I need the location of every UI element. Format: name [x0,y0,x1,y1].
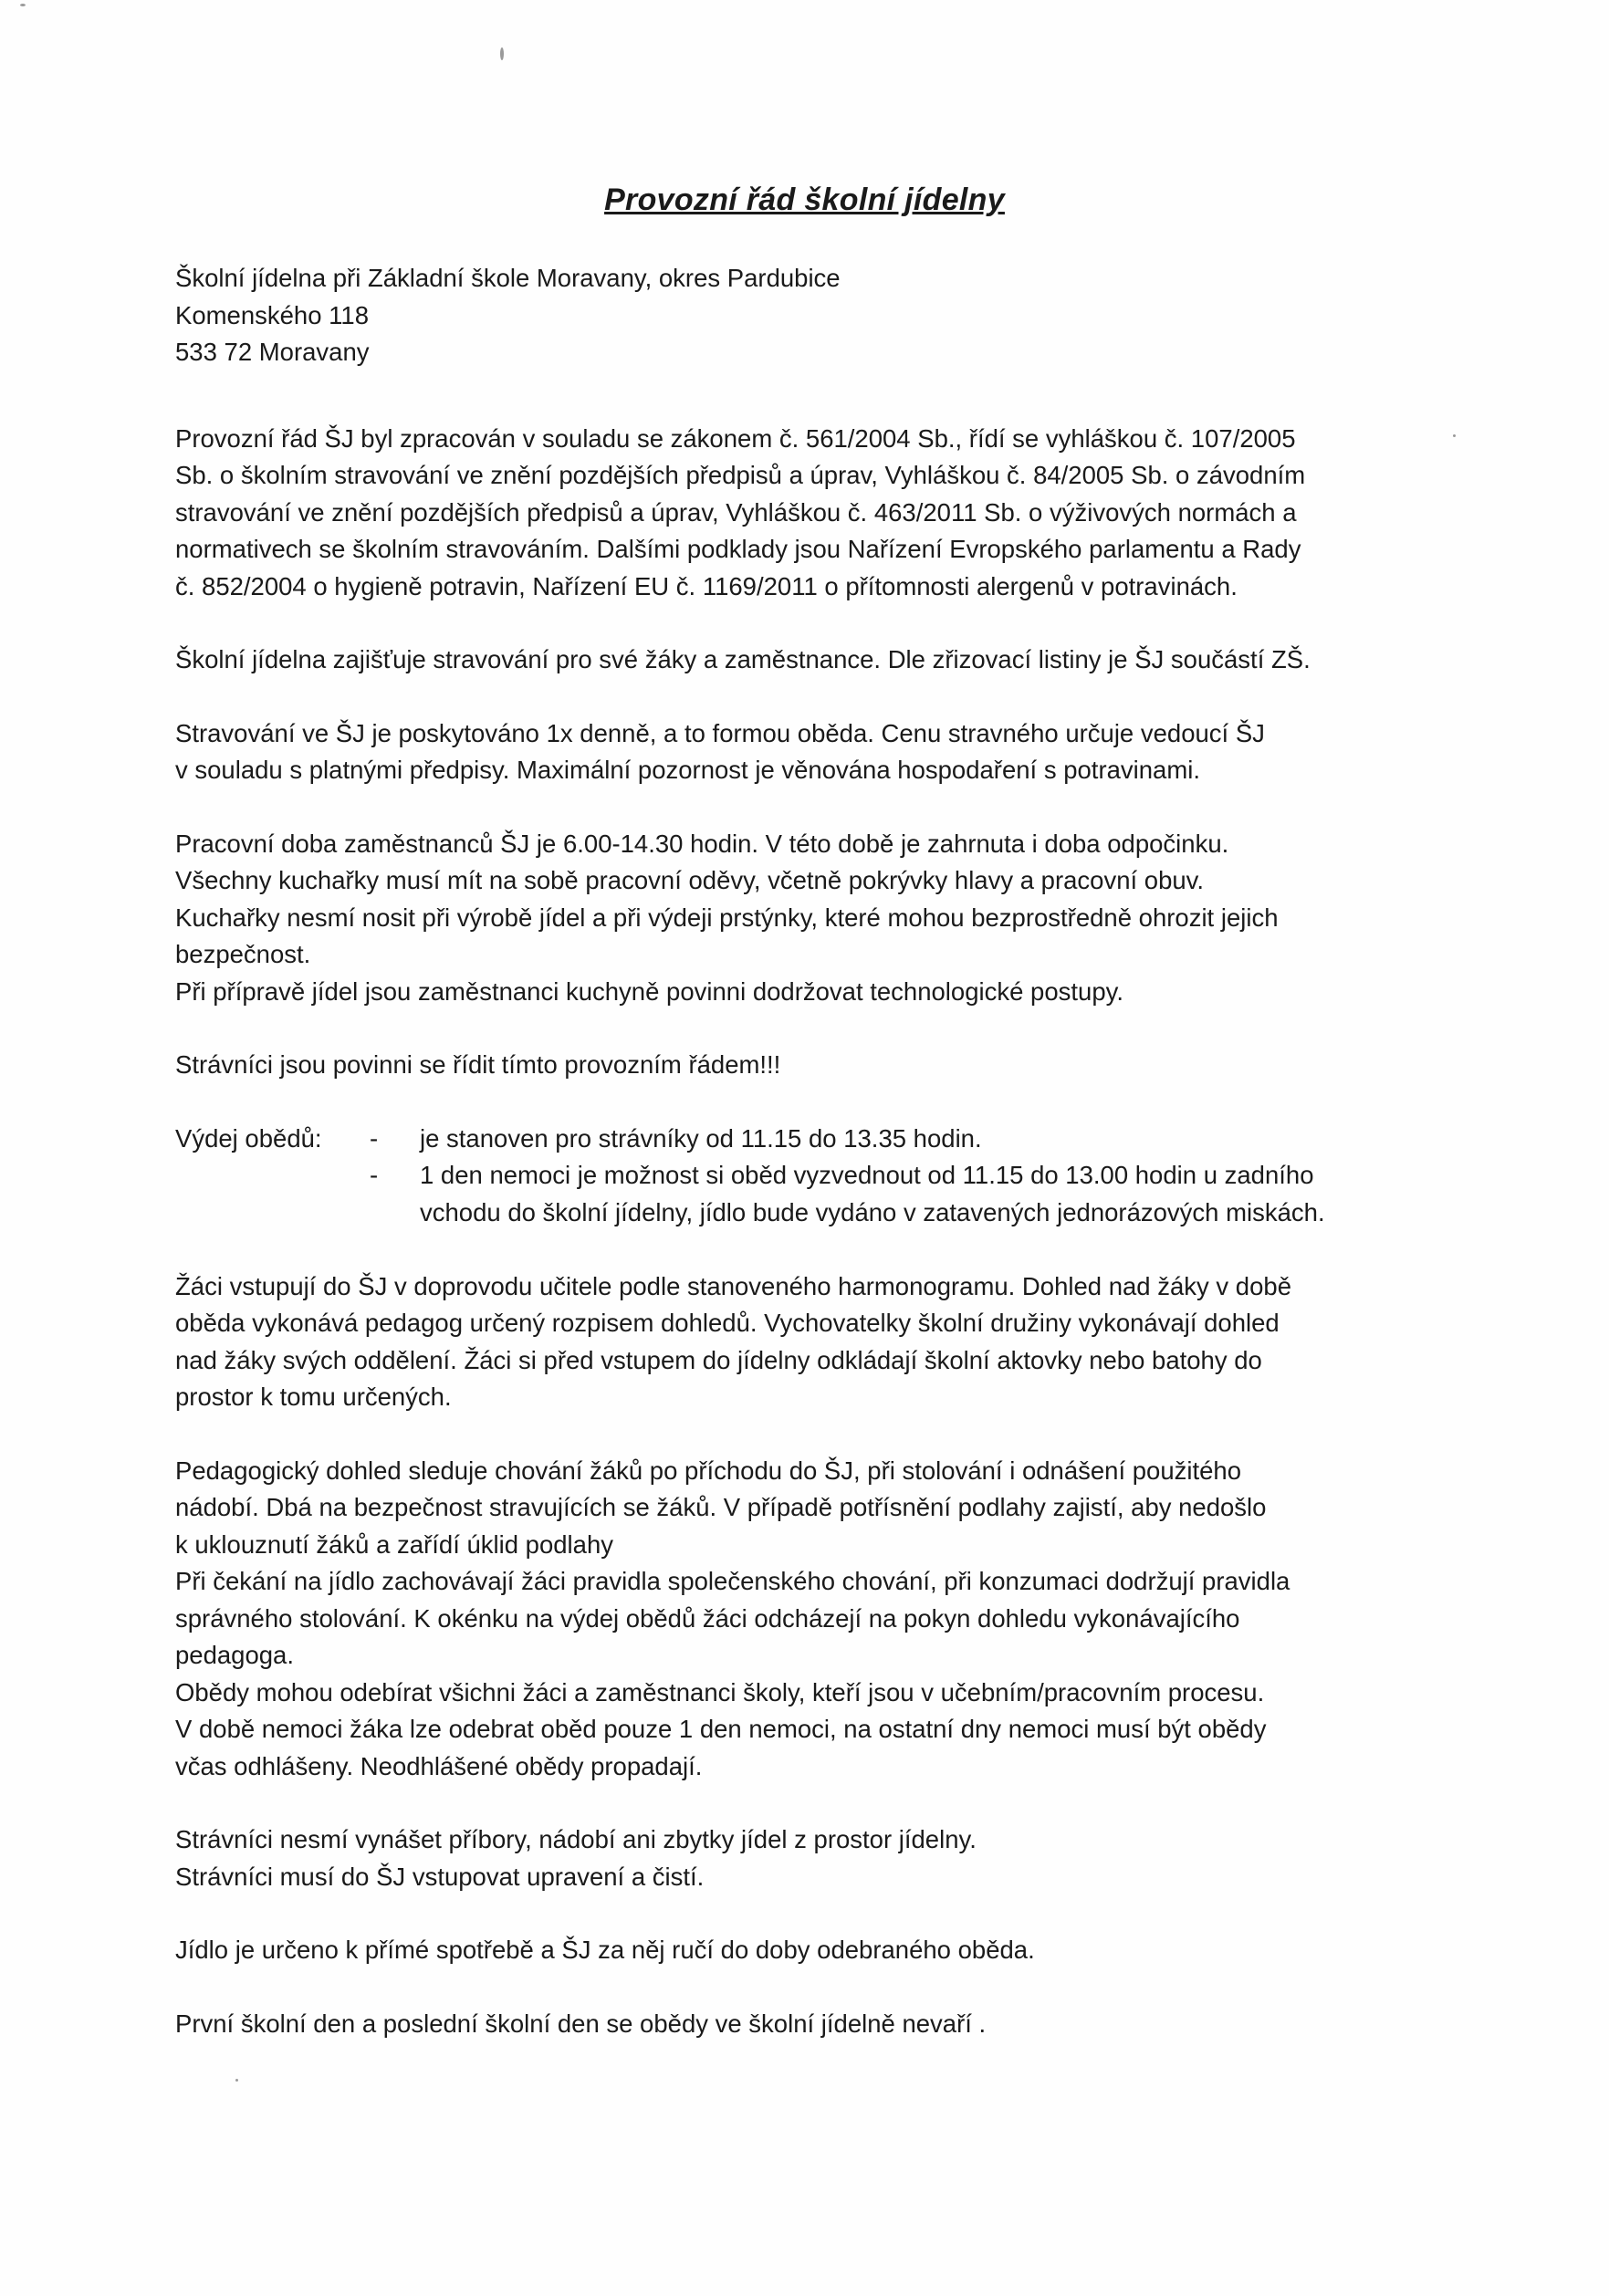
paragraph-line: Strávníci jsou povinni se řídit tímto provozním řádem!!! [175,1050,781,1079]
serving-hours-block [175,1121,1453,1232]
paragraph-line: Při čekání na jídlo zachovávají žáci pravidla společenského chování, při konzumaci dodržují pravidla [175,1567,1290,1595]
paragraph-line: Strávníci musí do ŠJ vstupovat upravení a čistí. [175,1862,705,1891]
address-line: Školní jídelna při Základní škole Moravany, okres Pardubice [175,264,841,292]
paragraph-line: Žáci vstupují do ŠJ v doprovodu učitele podle stanoveného harmonogramu. Dohled nad žáky v době [175,1271,1291,1300]
legal-basis-paragraph [175,421,1453,606]
closing-paragraph [175,2006,1453,2043]
address-line: Komenského 118 [175,300,369,329]
address-block [175,260,1453,371]
obligation-paragraph [175,1047,1453,1084]
paragraph-line: Školní jídelna zajišťuje stravování pro své žáky a zaměstnance. Dle zřizovací listiny je ŠJ součástí ZŠ. [175,645,1311,673]
paragraph-line: Obědy mohou odebírat všichni žáci a zaměstnanci školy, kteří jsou v učebním/pracovním procesu. [175,1677,1265,1706]
paragraph-line: Pedagogický dohled sleduje chování žáků po příchodu do ŠJ, při stolování i odnášení použitého [175,1456,1242,1485]
paragraph-line: nad žáky svých oddělení. Žáci si před vstupem do jídelny odkládají školní aktovky nebo batohy do [175,1345,1262,1374]
scan-speck [1453,434,1456,437]
scan-speck [500,47,504,60]
paragraph-line: č. 852/2004 o hygieně potravin, Nařízení EU č. 1169/2011 o přítomnosti alergenů v potravinách. [175,571,1238,600]
paragraph-line: oběda vykonává pedagog určený rozpisem dohledů. Vychovatelky školní družiny vykonávají dohled [175,1309,1280,1337]
paragraph-line: správného stolování. K okénku na výdej obědů žáci odcházejí na pokyn dohledu vykonávajícího [175,1603,1240,1633]
paragraph-line: včas odhlášeny. Neodhlášené obědy propadají. [175,1751,703,1780]
list-dash: - [370,1160,379,1189]
list-dash: - [370,1123,379,1153]
conduct-paragraph [175,1453,1453,1786]
paragraph-line: V době nemoci žáka lze odebrat oběd pouze 1 den nemoci, na ostatní dny nemoci musí být obědy [175,1715,1267,1743]
document-title: Provozní řád školní jídelny [604,183,1005,217]
paragraph-line: Strávníci nesmí vynášet příbory, nádobí ani zbytky jídel z prostor jídelny. [175,1825,977,1853]
paragraph-line: v souladu s platnými předpisy. Maximální pozornost je věnována hospodaření s potravinami. [175,756,1201,784]
paragraph-line: stravování ve znění pozdějších předpisů a úprav, Vyhláškou č. 463/2011 Sb. o výživových normách a [175,497,1297,527]
paragraph-line: prostor k tomu určených. [175,1383,452,1411]
serving-label: Výdej obědů: [175,1123,322,1153]
paragraph-line: Všechny kuchařky musí mít na sobě pracovní oděvy, včetně pokrývky hlavy a pracovní obuv. [175,866,1205,894]
address-line: 533 72 Moravany [175,338,370,366]
document-body [175,260,1453,2079]
paragraph-line: Při přípravě jídel jsou zaměstnanci kuchyně povinni dodržovat technologické postupy. [175,976,1123,1006]
supervision-paragraph [175,1268,1453,1416]
paragraph-line: První školní den a poslední školní den se obědy ve školní jídelně nevaří . [175,2009,987,2038]
serving-item: 1 den nemoci je možnost si oběd vyzvednout od 11.15 do 13.00 hodin u zadního [420,1160,1314,1189]
responsibility-paragraph [175,1932,1453,1969]
meals-paragraph [175,715,1453,789]
rules-paragraph [175,1821,1453,1895]
paragraph-line: k uklouznutí žáků a zařídí úklid podlahy [175,1529,614,1559]
paragraph-line: nádobí. Dbá na bezpečnost stravujících se žáků. V případě potřísnění podlahy zajistí, aby nedošlo [175,1493,1267,1521]
paragraph-line: bezpečnost. [175,940,311,968]
staff-paragraph [175,826,1453,1011]
paragraph-line: Pracovní doba zaměstnanců ŠJ je 6.00-14.30 hodin. V této době je zahrnuta i doba odpočinku. [175,829,1229,858]
paragraph-line: Kuchařky nesmí nosit při výrobě jídel a při výdeji prstýnky, které mohou bezprostředně ohrozit jejich [175,903,1279,932]
paragraph-line: normativech se školním stravováním. Dalšími podklady jsou Nařízení Evropského parlamentu a Rady [175,535,1301,563]
scan-speck [20,4,26,6]
serving-item: vchodu do školní jídelny, jídlo bude vydáno v zatavených jednorázových miskách. [420,1197,1325,1226]
scan-speck [235,2079,238,2082]
paragraph-line: Jídlo je určeno k přímé spotřebě a ŠJ za něj ručí do doby odebraného oběda. [175,1936,1035,1964]
scope-paragraph [175,642,1453,679]
paragraph-line: pedagoga. [175,1641,294,1669]
serving-item: je stanoven pro strávníky od 11.15 do 13.35 hodin. [420,1123,982,1153]
paragraph-line: Sb. o školním stravování ve znění pozdějších předpisů a úprav, Vyhláškou č. 84/2005 Sb. o závodním [175,461,1306,489]
paragraph-line: Stravování ve ŠJ je poskytováno 1x denně, a to formou oběda. Cenu stravného určuje vedoucí ŠJ [175,718,1265,747]
paragraph-line: Provozní řád ŠJ byl zpracován v souladu se zákonem č. 561/2004 Sb., řídí se vyhláškou č. 107/2005 [175,423,1296,453]
